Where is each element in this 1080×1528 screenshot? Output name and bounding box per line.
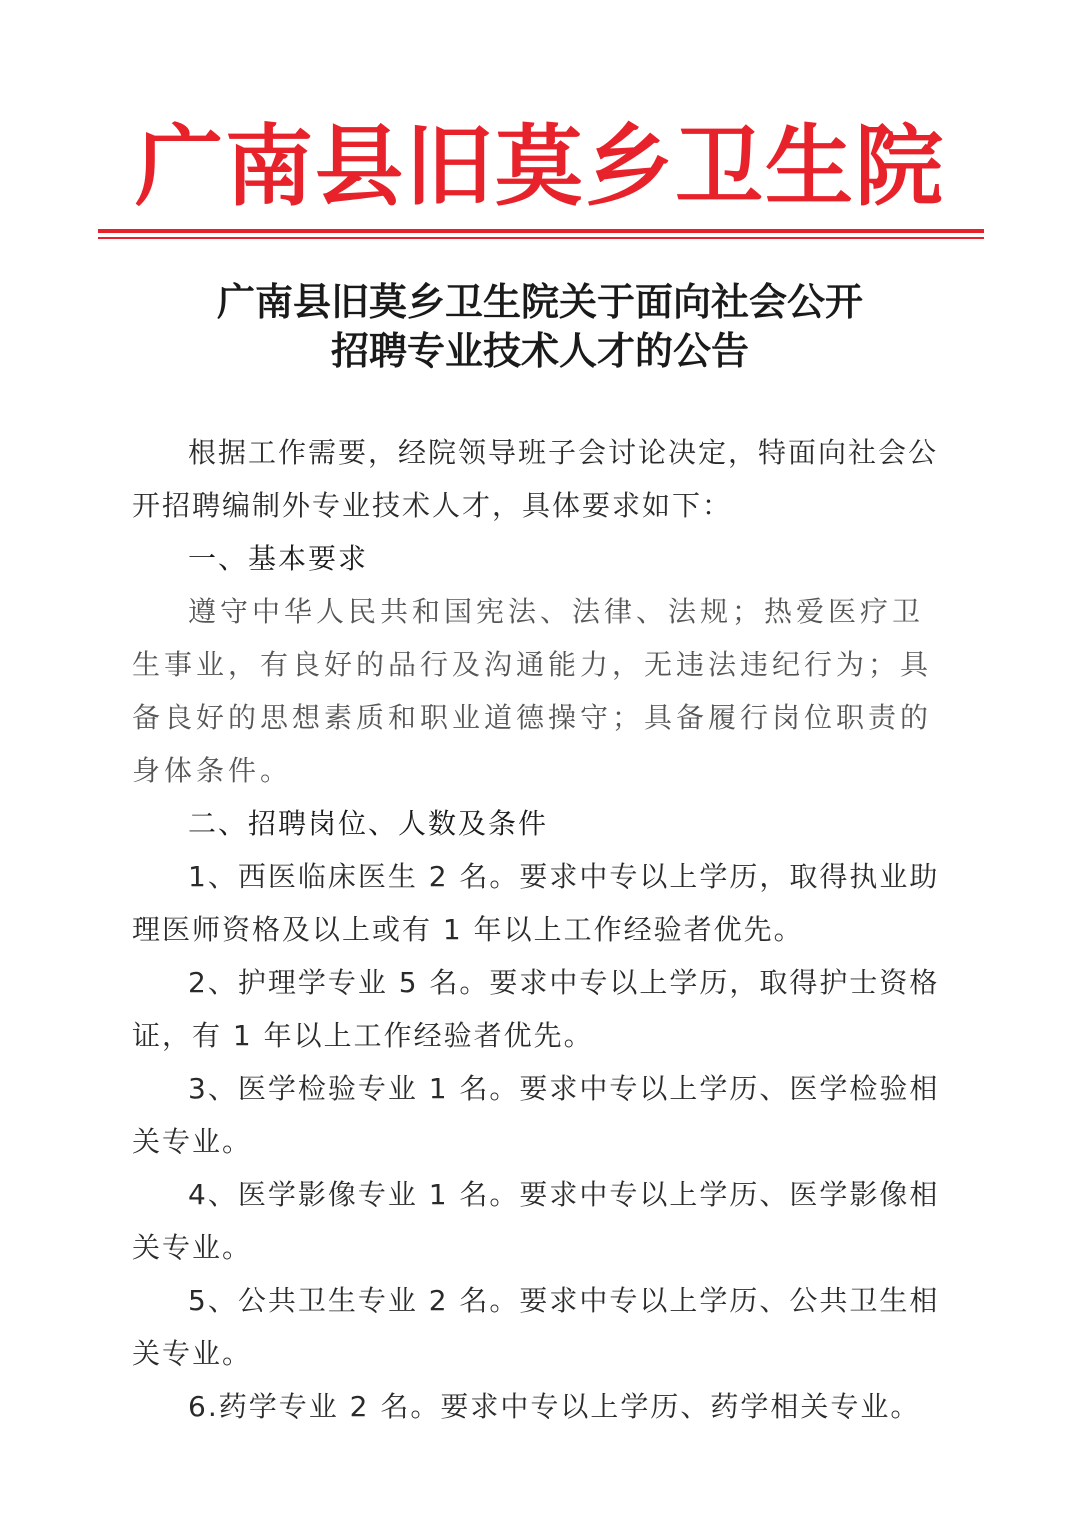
- section-1-paragraph: 遵守中华人民共和国宪法、法律、法规；热爱医疗卫生事业，有良好的品行及沟通能力，无违法违纪行为；具备良好的思想素质和职业道德操守；具备履行岗位职责的身体条件。: [132, 595, 933, 787]
- position-item-1: 1、西医临床医生 2 名。要求中专以上学历，取得执业助理医师资格及以上或有 1 年以上工作经验者优先。: [132, 860, 940, 946]
- masthead-rule-thin: [98, 237, 984, 239]
- position-item-2: 2、护理学专业 5 名。要求中专以上学历，取得护士资格证，有 1 年以上工作经验者优先。: [132, 966, 940, 1052]
- masthead-rule-thick: [98, 229, 984, 233]
- position-item-6: 6.药学专业 2 名。要求中专以上学历、药学相关专业。: [188, 1390, 921, 1423]
- document-title-line-2: 招聘专业技术人才的公告: [330, 328, 749, 373]
- position-item-5: 5、公共卫生专业 2 名。要求中专以上学历、公共卫生相关专业。: [132, 1284, 940, 1370]
- section-2-heading: 二、招聘岗位、人数及条件: [188, 807, 549, 840]
- section-1-heading: 一、基本要求: [188, 542, 369, 575]
- intro-paragraph: 根据工作需要，经院领导班子会讨论决定，特面向社会公开招聘编制外专业技术人才，具体要求如下：: [132, 436, 939, 522]
- position-item-3: 3、医学检验专业 1 名。要求中专以上学历、医学检验相关专业。: [132, 1072, 940, 1158]
- masthead-title: 广南县旧莫乡卫生院: [134, 115, 945, 218]
- document-body: [132, 426, 952, 1433]
- document-title-line-1: 广南县旧莫乡卫生院关于面向社会公开: [216, 279, 863, 324]
- position-item-4: 4、医学影像专业 1 名。要求中专以上学历、医学影像相关专业。: [132, 1178, 940, 1264]
